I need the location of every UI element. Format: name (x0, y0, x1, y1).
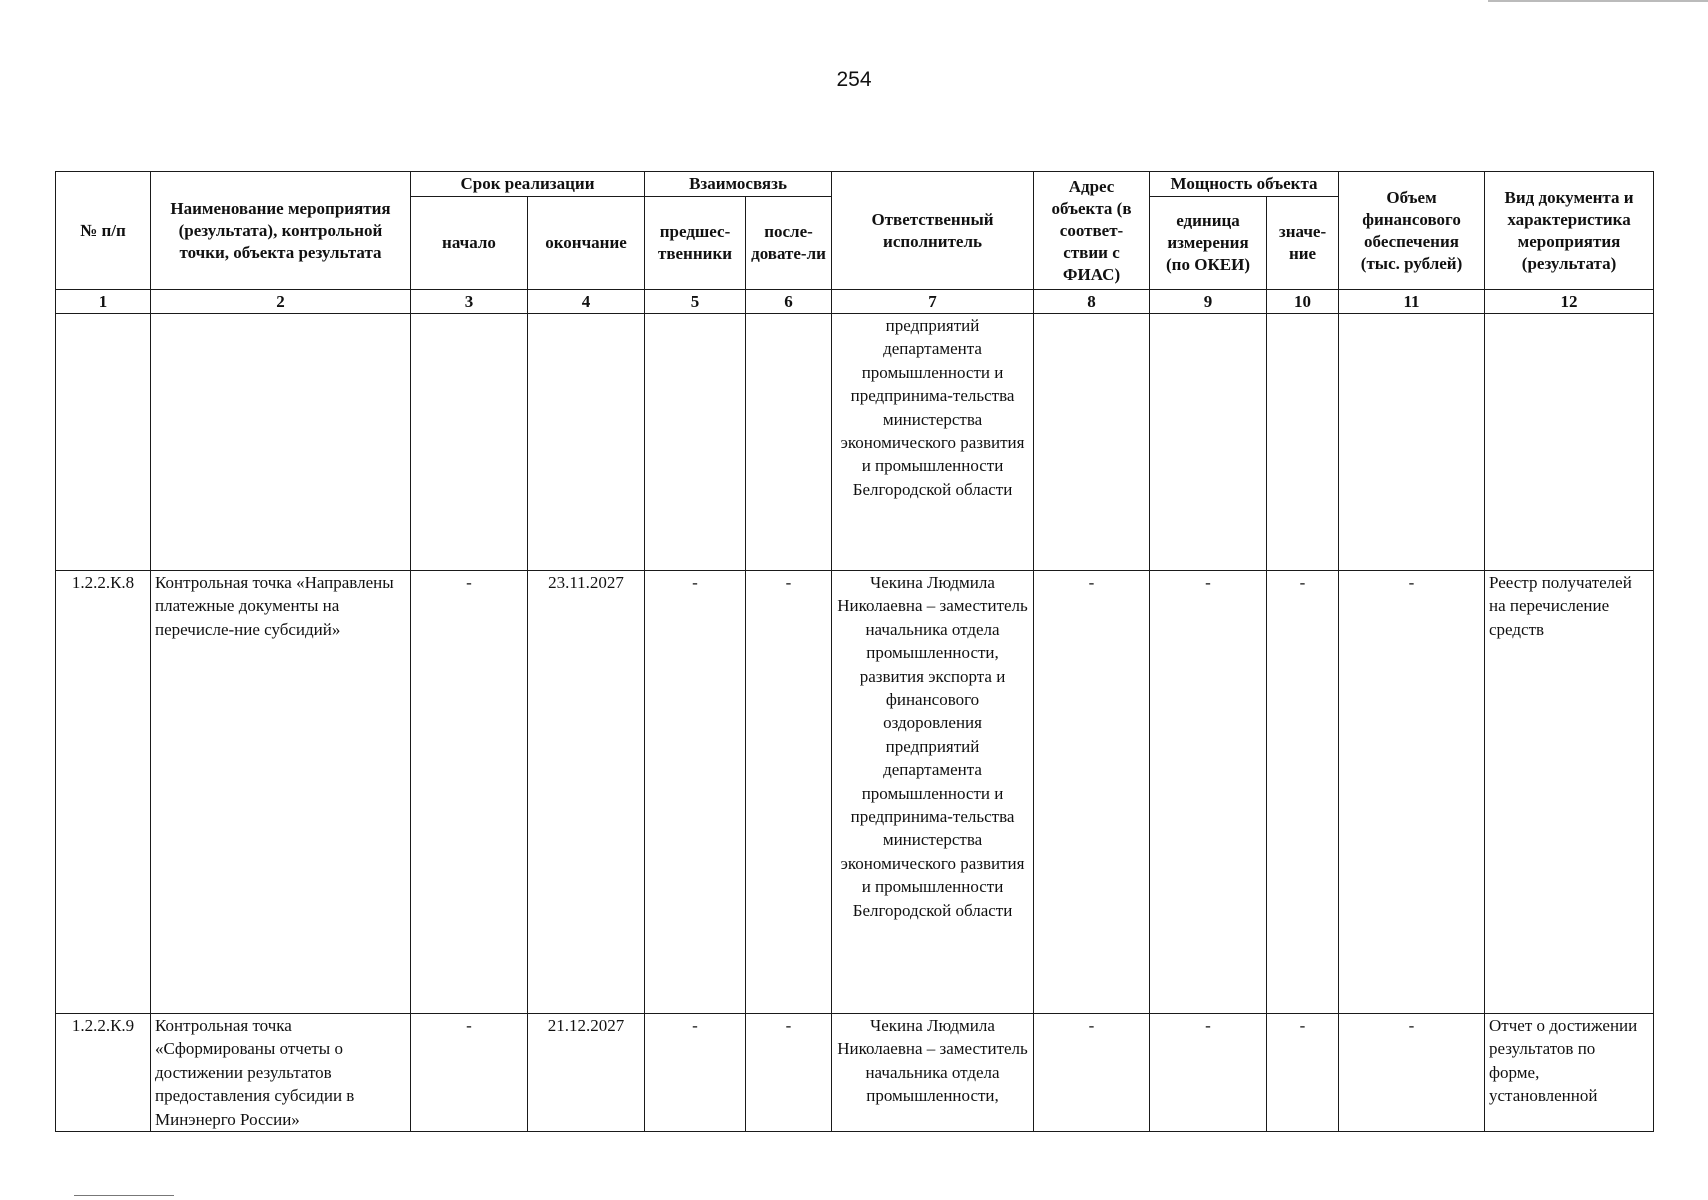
cell-document: Реестр получателей на перечисление средств (1485, 571, 1654, 1014)
column-number: 10 (1267, 290, 1339, 314)
cell-value (1267, 314, 1339, 571)
header-start: начало (411, 197, 528, 290)
column-number: 9 (1150, 290, 1267, 314)
footer-rule (74, 1195, 174, 1196)
header-finance: Объем финансового обеспечения (тыс. рублей) (1339, 172, 1485, 290)
header-name: Наименование мероприятия (результата), контрольной точки, объекта результата (151, 172, 411, 290)
table-row-continuation (56, 314, 1654, 571)
header-row-groups (56, 172, 1654, 197)
header-responsible: Ответственный исполнитель (832, 172, 1034, 290)
cell-predecessors: - (645, 571, 746, 1014)
cell-responsible: Чекина Людмила Николаевна – заместитель начальника отдела промышленности, (832, 1014, 1034, 1132)
header-value: значе-ние (1267, 197, 1339, 290)
header-document: Вид документа и характеристика мероприятия (результата) (1485, 172, 1654, 290)
header-successors: после-довате-ли (746, 197, 832, 290)
cell-start: - (411, 571, 528, 1014)
cell-finance: - (1339, 1014, 1485, 1132)
column-number: 2 (151, 290, 411, 314)
header-group-term: Срок реализации (411, 172, 645, 197)
cell-successors (746, 314, 832, 571)
column-number: 1 (56, 290, 151, 314)
cell-document (1485, 314, 1654, 571)
cell-finance (1339, 314, 1485, 571)
cell-responsible: Чекина Людмила Николаевна – заместитель начальника отдела промышленности, развития экспорта и финансового оздоровления предприятий департамента промышленности и предпринима-тельства министерства экономического развития и промышленности Белгородской области (832, 571, 1034, 1014)
column-number: 5 (645, 290, 746, 314)
cell-document: Отчет о достижении результатов по форме, установленной (1485, 1014, 1654, 1132)
cell-address (1034, 314, 1150, 571)
cell-start: - (411, 1014, 528, 1132)
cell-num: 1.2.2.К.9 (56, 1014, 151, 1132)
column-number: 12 (1485, 290, 1654, 314)
column-number: 3 (411, 290, 528, 314)
header-end: окончание (528, 197, 645, 290)
header-predecessors: предшес-твенники (645, 197, 746, 290)
table-row-k8 (56, 571, 1654, 1014)
cell-unit: - (1150, 1014, 1267, 1132)
header-group-link: Взаимосвязь (645, 172, 832, 197)
header-num: № п/п (56, 172, 151, 290)
cell-value: - (1267, 571, 1339, 1014)
cell-predecessors: - (645, 1014, 746, 1132)
cell-end: 21.12.2027 (528, 1014, 645, 1132)
cell-address: - (1034, 571, 1150, 1014)
cell-name: Контрольная точка «Сформированы отчеты о достижении результатов предоставления субсидии в Минэнерго России» (151, 1014, 411, 1132)
cell-value: - (1267, 1014, 1339, 1132)
column-number: 6 (746, 290, 832, 314)
cell-finance: - (1339, 571, 1485, 1014)
cell-address: - (1034, 1014, 1150, 1132)
cell-name (151, 314, 411, 571)
column-number: 7 (832, 290, 1034, 314)
cell-successors: - (746, 1014, 832, 1132)
column-number: 11 (1339, 290, 1485, 314)
header-row-numbers (56, 290, 1654, 314)
cell-unit: - (1150, 571, 1267, 1014)
page-number: 254 (836, 68, 872, 91)
header-address: Адрес объекта (в соответ-ствии с ФИАС) (1034, 172, 1150, 290)
cell-num: 1.2.2.К.8 (56, 571, 151, 1014)
header-group-power: Мощность объекта (1150, 172, 1339, 197)
cell-num (56, 314, 151, 571)
plan-table (55, 171, 1654, 1132)
cell-predecessors (645, 314, 746, 571)
cell-successors: - (746, 571, 832, 1014)
column-number: 8 (1034, 290, 1150, 314)
cell-name: Контрольная точка «Направлены платежные документы на перечисле-ние субсидий» (151, 571, 411, 1014)
column-number: 4 (528, 290, 645, 314)
header-unit: единица измерения (по ОКЕИ) (1150, 197, 1267, 290)
cell-start (411, 314, 528, 571)
cell-unit (1150, 314, 1267, 571)
table-row-k9 (56, 1014, 1654, 1132)
cell-responsible: предприятий департамента промышленности и предпринима-тельства министерства экономического развития и промышленности Белгородской области (832, 314, 1034, 571)
cell-end: 23.11.2027 (528, 571, 645, 1014)
scan-edge-mark (1488, 0, 1708, 2)
cell-end (528, 314, 645, 571)
